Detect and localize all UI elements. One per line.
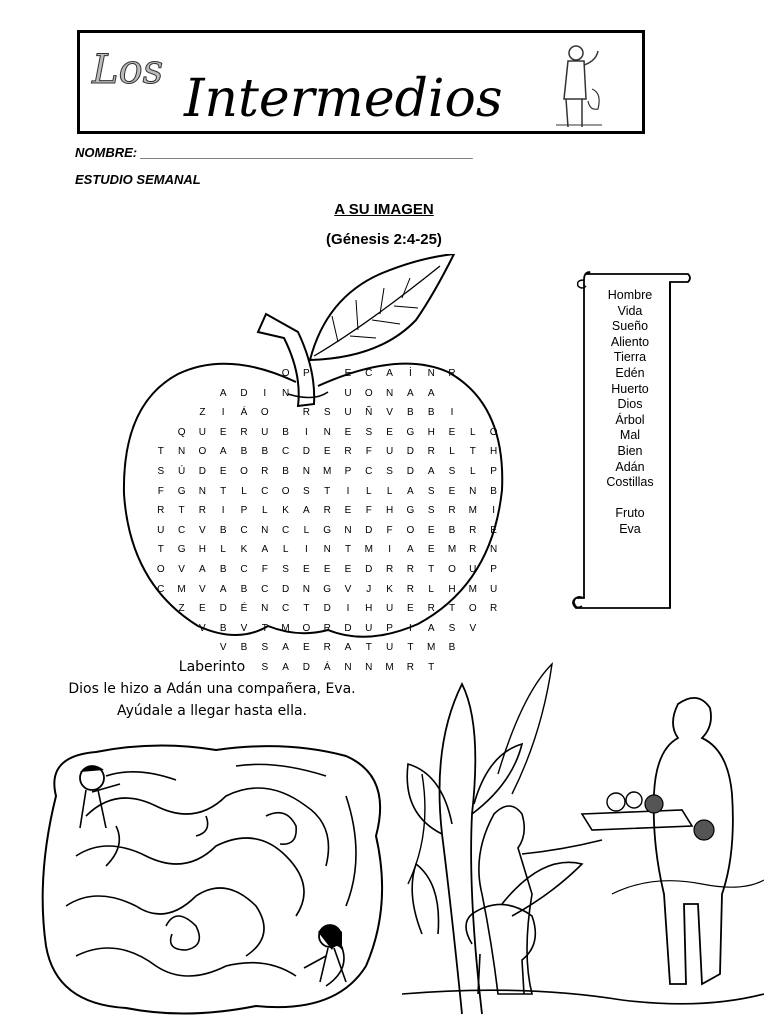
wordsearch-letter: O (198, 446, 207, 458)
wordsearch-letter: S (386, 466, 393, 477)
wordsearch-letter: V (469, 622, 477, 634)
wordsearch-letter: F (157, 485, 164, 497)
wordsearch-letter: C (157, 583, 165, 595)
wordsearch-letter: I (346, 485, 350, 497)
wordsearch-letter: D (198, 466, 206, 477)
wordsearch-letter: U (489, 583, 498, 595)
word-list-item: Mal (619, 428, 641, 443)
word-list-item: Tierra (613, 350, 647, 365)
wordsearch-letter: A (386, 368, 393, 379)
wordsearch-letter: B (261, 446, 269, 458)
maze-line-2: Ayúdale a llegar hasta ella. (117, 703, 307, 719)
wordsearch-letter: R (323, 505, 331, 517)
wordsearch-letter: I (450, 407, 454, 419)
wordsearch-letter: O (240, 466, 248, 477)
wordsearch-letter: G (177, 485, 186, 497)
wordsearch-letter: F (365, 505, 372, 517)
word-list-item: Sueño (611, 319, 649, 334)
wordsearch-letter: O (281, 485, 290, 497)
wordsearch-letter: R (406, 583, 414, 595)
wordsearch-letter: L (220, 544, 226, 556)
wordsearch-letter: H (198, 544, 206, 556)
wordsearch-letter: Q (177, 426, 186, 438)
wordsearch-letter: M (468, 505, 477, 517)
wordsearch-letter: E (323, 564, 331, 575)
wordsearch-letter: C (281, 446, 290, 458)
wordsearch-letter: A (427, 466, 435, 477)
wordsearch-letter: O (468, 603, 477, 615)
wordsearch-letter: E (427, 544, 435, 556)
wordsearch-letter: N (344, 524, 352, 536)
wordsearch-letter: R (302, 407, 310, 419)
wordsearch-letter: Á (323, 662, 331, 673)
wordsearch-letter: L (470, 466, 476, 477)
wordsearch-letter: U (385, 603, 394, 615)
wordsearch-letter: N (177, 446, 186, 458)
word-list (588, 288, 672, 538)
shepherd-illustration (554, 39, 604, 131)
wordsearch-letter: V (178, 564, 185, 575)
word-list-item: Fruto (615, 506, 645, 521)
wordsearch-letter: S (323, 407, 331, 419)
wordsearch-letter: R (323, 622, 331, 634)
wordsearch-letter: D (219, 603, 227, 615)
wordsearch-letter: D (344, 622, 352, 634)
wordsearch-letter: H (489, 446, 498, 458)
wordsearch-letter: L (366, 485, 372, 497)
wordsearch-letter: H (427, 426, 435, 438)
wordsearch-letter: H (365, 603, 373, 615)
wordsearch-letter: O (406, 524, 415, 536)
wordsearch-letter: E (490, 524, 497, 536)
wordsearch-letter: D (365, 564, 373, 575)
wordsearch-letter: C (240, 564, 248, 575)
wordsearch-letter: E (407, 603, 414, 615)
wordsearch-letter: D (406, 446, 414, 458)
word-list-item: Hombre (607, 288, 653, 302)
logo-intermedios: Intermedios (184, 69, 503, 129)
wordsearch-letter: I (346, 603, 350, 615)
wordsearch-letter: R (261, 466, 269, 477)
header-banner (77, 30, 645, 134)
wordsearch-letter: T (261, 622, 268, 634)
wordsearch-letter: S (365, 426, 373, 438)
wordsearch-letter: A (407, 544, 414, 556)
name-field-label: NOMBRE: ______________________________________________ (75, 145, 474, 160)
wordsearch-letter: E (219, 426, 227, 438)
wordsearch-letter: R (385, 564, 394, 575)
wordsearch-letter: R (240, 426, 248, 438)
wordsearch-letter: M (447, 544, 457, 556)
wordsearch-letter: B (240, 583, 248, 595)
wordsearch-letter: E (344, 564, 352, 575)
wordsearch-letter: I (221, 505, 225, 517)
wordsearch-letter: O (156, 564, 165, 575)
wordsearch-letter: B (219, 622, 227, 634)
wordsearch-letter: T (365, 642, 372, 654)
wordsearch-letter: B (240, 642, 248, 654)
wordsearch-letter: G (406, 505, 415, 517)
wordsearch-letter: B (219, 564, 227, 575)
wordsearch-letter: L (428, 583, 434, 595)
wordsearch-letter: L (386, 485, 393, 497)
logo-los: Los (92, 47, 164, 93)
wordsearch-letter: N (489, 544, 498, 556)
wordsearch-letter: R (427, 603, 435, 615)
word-list-item: Huerto (611, 381, 649, 396)
wordsearch-letter: L (303, 524, 310, 536)
wordsearch-letter: V (240, 622, 248, 634)
wordsearch-letter: N (323, 426, 331, 438)
wordsearch-letter: E (448, 485, 456, 497)
adam-and-eve-illustration (402, 654, 764, 1020)
wordsearch-letter: O (302, 622, 311, 634)
word-list-item: Costillas (606, 475, 654, 490)
wordsearch-letter: P (303, 368, 310, 379)
wordsearch-letter: E (344, 426, 352, 438)
wordsearch-letter: N (323, 544, 331, 556)
wordsearch-letter: E (344, 505, 352, 517)
wordsearch-letter: M (177, 583, 186, 595)
wordsearch-letter: H (448, 583, 456, 595)
wordsearch-letter: O (489, 426, 498, 438)
wordsearch-letter: R (198, 505, 206, 517)
wordsearch-letter: N (261, 524, 269, 536)
wordsearch-letter: D (240, 387, 248, 399)
lesson-title: A SU IMAGEN (334, 201, 434, 218)
wordsearch-letter: G (406, 426, 415, 438)
wordsearch-letter: O (260, 407, 269, 419)
wordsearch-letter: F (386, 524, 393, 536)
wordsearch-letter: E (219, 466, 227, 477)
wordsearch-letter: T (157, 544, 164, 556)
wordsearch-letter: Z (199, 407, 206, 419)
wordsearch-letter: İ (409, 368, 412, 379)
wordsearch-letter: M (385, 662, 394, 673)
wordsearch-letter: R (489, 603, 498, 615)
wordsearch-letter: A (282, 642, 289, 654)
wordsearch-letter: U (344, 407, 352, 419)
wordsearch-letter: A (344, 642, 352, 654)
word-list-item: Eva (619, 521, 641, 536)
wordsearch-letter: A (427, 387, 435, 399)
wordsearch-letter: T (469, 446, 476, 458)
wordsearch-letter: T (324, 485, 331, 497)
wordsearch-letter: G (177, 544, 186, 556)
wordsearch-letter: C (261, 583, 269, 595)
wordsearch-letter: M (323, 466, 332, 477)
wordsearch-letter: N (302, 583, 310, 595)
wordsearch-letter: M (468, 583, 477, 595)
wordsearch-letter: D (281, 583, 290, 595)
wordsearch-letter: U (198, 426, 206, 438)
wordsearch-letter: S (448, 466, 456, 477)
wordsearch-letter: B (490, 485, 497, 497)
wordsearch-letter: U (261, 426, 269, 438)
wordsearch-letter: O (448, 564, 456, 575)
wordsearch-letter: C (365, 466, 373, 477)
wordsearch-letter: Á (240, 407, 248, 419)
word-list-item: Adán (615, 459, 645, 474)
word-list-item: Árbol (615, 412, 645, 427)
wordsearch-letter: C (240, 524, 248, 536)
wordsearch-letter: D (365, 524, 373, 536)
wordsearch-letter: R (344, 446, 352, 458)
wordsearch-letter: S (427, 485, 435, 497)
wordsearch-letter: D (323, 603, 331, 615)
wordsearch-letter: N (302, 466, 310, 477)
wordsearch-letter: T (448, 603, 456, 615)
wordsearch-letter: E (303, 564, 310, 575)
wordsearch-letter: N (261, 603, 269, 615)
wordsearch-letter: R (448, 368, 456, 379)
wordsearch-letter: T (157, 446, 164, 458)
wordsearch-letter: Ú (177, 466, 186, 477)
wordsearch-letter: T (178, 505, 185, 517)
wordsearch-letter: N (469, 485, 477, 497)
wordsearch-letter: R (448, 505, 456, 517)
wordsearch-letter: E (323, 446, 331, 458)
wordsearch-letter: M (281, 622, 290, 634)
wordsearch-letter: T (220, 485, 227, 497)
wordsearch-letter: L (282, 544, 289, 556)
wordsearch-letter: U (385, 446, 394, 458)
wordsearch-letter: D (302, 662, 310, 673)
wordsearch-letter: A (303, 505, 310, 517)
maze-instructions (62, 656, 362, 722)
wordsearch-letter: V (199, 583, 206, 595)
wordsearch-letter: I (221, 407, 225, 419)
wordsearch-letter: E (427, 524, 435, 536)
word-list-item: Dios (617, 397, 643, 412)
word-list-item: Vida (617, 303, 643, 318)
wordsearch-letter: F (261, 564, 268, 575)
wordsearch-letter: O (281, 368, 290, 379)
wordsearch-letter: N (385, 387, 394, 399)
wordsearch-letter: N (344, 662, 352, 673)
wordsearch-letter: E (386, 426, 393, 438)
wordsearch-letter: C (281, 603, 290, 615)
wordsearch-letter: E (448, 426, 456, 438)
wordsearch-letter: I (305, 426, 308, 438)
wordsearch-letter: N (281, 387, 290, 399)
wordsearch-letter: P (386, 622, 393, 634)
wordsearch-letter: O (364, 387, 373, 399)
wordsearch-letter: S (303, 485, 310, 497)
weekly-study-label: ESTUDIO SEMANAL (75, 172, 201, 187)
wordsearch-letter: P (490, 564, 497, 575)
wordsearch-letter: U (469, 564, 477, 575)
wordsearch-letter: L (449, 446, 455, 458)
word-list-item: Aliento (610, 334, 650, 349)
wordsearch-letter: T (344, 544, 352, 556)
wordsearch-letter: S (157, 466, 165, 477)
wordsearch-letter: U (344, 387, 352, 399)
wordsearch-letter: I (492, 505, 495, 517)
wordsearch-letter: I (305, 544, 308, 556)
wordsearch-letter: P (344, 466, 352, 477)
word-list-item (588, 491, 672, 507)
wordsearch-letter: Ñ (365, 407, 373, 419)
wordsearch-letter: C (177, 524, 186, 536)
wordsearch-letter: G (323, 583, 332, 595)
wordsearch-letter: A (407, 485, 414, 497)
wordsearch-letter: R (406, 662, 414, 673)
wordsearch-letter: T (407, 642, 414, 654)
wordsearch-letter: F (365, 446, 372, 458)
wordsearch-letter: S (261, 662, 269, 673)
wordsearch-letter: E (303, 642, 310, 654)
wordsearch-letter: K (240, 544, 248, 556)
wordsearch-letter: R (469, 544, 477, 556)
wordsearch-letter: D (406, 466, 414, 477)
wordsearch-letter: A (199, 564, 206, 575)
maze-puzzle (36, 736, 396, 1020)
wordsearch-letter: P (490, 466, 497, 477)
wordsearch-letter: I (263, 387, 267, 399)
wordsearch-letter: A (219, 387, 227, 399)
wordsearch-letter: A (261, 544, 269, 556)
wordsearch-letter: É (240, 603, 248, 615)
bible-reference: (Génesis 2:4-25) (326, 231, 442, 248)
wordsearch-letter: N (365, 662, 373, 673)
wordsearch-letter: N (427, 368, 435, 379)
wordsearch-letter: E (199, 603, 206, 615)
wordsearch-letter: T (428, 662, 435, 673)
wordsearch-letter: B (448, 642, 456, 654)
wordsearch-letter: M (427, 642, 436, 654)
wordsearch-letter: R (406, 564, 414, 575)
wordsearch-letter: V (219, 642, 227, 654)
wordsearch-letter: I (409, 622, 412, 634)
wordsearch-letter: H (385, 505, 394, 517)
wordsearch-letter: T (428, 564, 435, 575)
wordsearch-letter: R (323, 642, 331, 654)
wordsearch-letter: U (365, 622, 373, 634)
wordsearch-letter: T (303, 603, 310, 615)
wordsearch-letter: B (240, 446, 248, 458)
wordsearch-letter: B (427, 407, 435, 419)
wordsearch-letter: B (448, 524, 456, 536)
wordsearch-letter: U (385, 642, 394, 654)
wordsearch-letter: B (282, 466, 289, 477)
adam-cartoon (80, 765, 120, 828)
wordsearch-letter: B (282, 426, 289, 438)
wordsearch-letter: V (344, 583, 352, 595)
wordsearch-letter: I (388, 544, 391, 556)
wordsearch-letter: S (261, 642, 269, 654)
wordsearch-letter: G (323, 524, 332, 536)
wordsearch-letter: A (219, 583, 227, 595)
wordsearch-letter: C (261, 485, 269, 497)
word-list-item: Edén (615, 365, 645, 380)
wordsearch-letter: E (344, 368, 352, 379)
wordsearch-letter: A (219, 446, 227, 458)
wordsearch-letter: R (427, 446, 435, 458)
wordsearch-letter: S (427, 505, 435, 517)
wordsearch-letter: L (262, 505, 268, 517)
maze-title: Laberinto (178, 659, 246, 675)
wordsearch-letter: S (448, 622, 456, 634)
wordsearch-letter: V (199, 622, 206, 634)
word-list-item: Bien (617, 443, 643, 458)
wordsearch-letter: U (157, 524, 165, 536)
wordsearch-letter: Z (178, 603, 185, 615)
wordsearch-letter: N (198, 485, 206, 497)
wordsearch-letter: D (302, 446, 310, 458)
wordsearch-letter: L (470, 426, 476, 438)
wordsearch-letter: J (366, 583, 372, 595)
wordsearch-letter: M (364, 544, 373, 556)
wordsearch-letter: C (365, 368, 373, 379)
wordsearch-letter: K (282, 505, 289, 517)
wordsearch-letter: K (386, 583, 393, 595)
wordsearch-letter: L (241, 485, 247, 497)
wordsearch-letter: A (427, 622, 435, 634)
wordsearch-letter: R (157, 505, 165, 517)
wordsearch-letter: R (469, 524, 477, 536)
maze-line-1: Dios le hizo a Adán una compañera, Eva. (68, 681, 356, 697)
wordsearch-letter: B (407, 407, 414, 419)
wordsearch-letter: S (282, 564, 289, 575)
wordsearch-letter: A (407, 387, 414, 399)
wordsearch-letter: B (219, 524, 227, 536)
wordsearch-letter: V (386, 407, 393, 419)
wordsearch-letter: C (281, 524, 290, 536)
wordsearch-letter: V (199, 524, 206, 536)
wordsearch-letter: P (240, 505, 248, 517)
wordsearch-letter: A (282, 662, 289, 673)
